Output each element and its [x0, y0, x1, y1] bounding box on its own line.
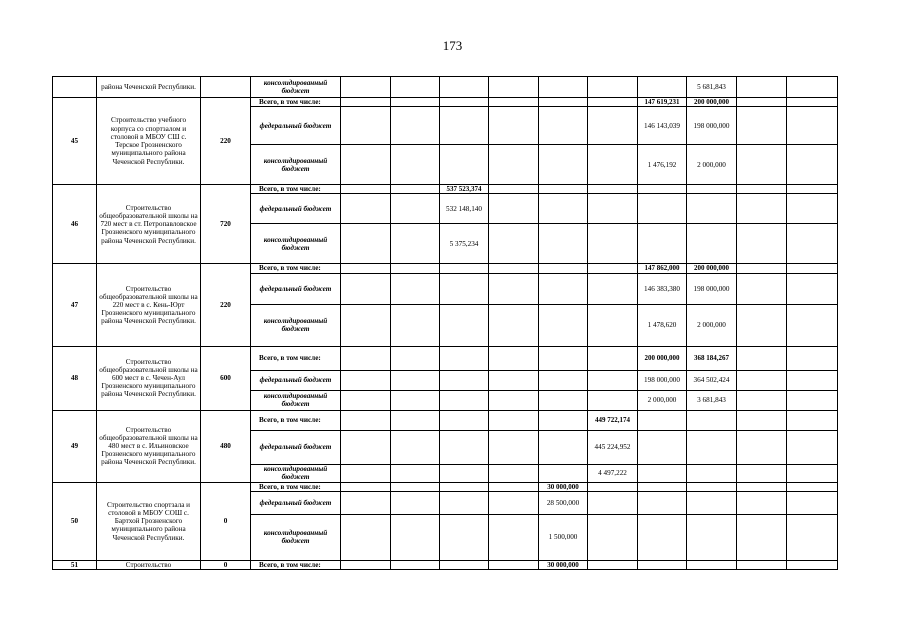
empty-cell: [440, 560, 489, 569]
value-cell: 200 000,000: [687, 264, 737, 273]
empty-cell: [489, 145, 539, 185]
empty-cell: [737, 98, 787, 107]
empty-cell: [588, 145, 638, 185]
capacity: 220: [201, 264, 251, 346]
table-row: [53, 482, 838, 491]
value-cell: 5 681,843: [687, 77, 737, 98]
value-cell: 2 000,000: [687, 145, 737, 185]
budget-type-consolidated: консолидированный бюджет: [251, 304, 341, 346]
empty-cell: [638, 194, 687, 224]
empty-cell: [489, 273, 539, 304]
empty-cell: [489, 107, 539, 145]
empty-cell: [489, 264, 539, 273]
value-cell: 30 000,000: [539, 482, 588, 491]
empty-cell: [737, 145, 787, 185]
empty-cell: [440, 491, 489, 514]
empty-cell: [391, 560, 440, 569]
empty-cell: [391, 107, 440, 145]
empty-cell: [391, 77, 440, 98]
value-cell: 5 375,234: [440, 224, 489, 264]
empty-cell: [787, 145, 838, 185]
empty-cell: [588, 98, 638, 107]
empty-cell: [489, 390, 539, 410]
table-row: [53, 185, 838, 194]
empty-cell: [588, 185, 638, 194]
empty-cell: [539, 273, 588, 304]
empty-cell: [391, 145, 440, 185]
empty-cell: [391, 491, 440, 514]
value-cell: 1 500,000: [539, 514, 588, 560]
empty-cell: [539, 98, 588, 107]
empty-cell: [341, 370, 391, 390]
value-cell: 537 523,374: [440, 185, 489, 194]
object-name: Строительство общеобразовательной школы на 480 мест в с. Ильиновское Грозненского муниципального района Чеченской Республики.: [97, 410, 201, 482]
budget-type-consolidated: консолидированный бюджет: [251, 224, 341, 264]
empty-cell: [391, 194, 440, 224]
empty-cell: [539, 464, 588, 482]
empty-cell: [440, 304, 489, 346]
empty-cell: [341, 145, 391, 185]
empty-cell: [341, 273, 391, 304]
budget-type-consolidated: консолидированный бюджет: [251, 145, 341, 185]
row-number: 49: [53, 410, 97, 482]
budget-type-total: Всего, в том числе:: [251, 410, 341, 430]
empty-cell: [737, 185, 787, 194]
empty-cell: [489, 77, 539, 98]
empty-cell: [787, 482, 838, 491]
empty-cell: [737, 464, 787, 482]
empty-cell: [687, 560, 737, 569]
empty-cell: [787, 464, 838, 482]
empty-cell: [489, 514, 539, 560]
empty-cell: [787, 491, 838, 514]
empty-cell: [737, 430, 787, 464]
empty-cell: [588, 491, 638, 514]
empty-cell: [638, 464, 687, 482]
empty-cell: [638, 560, 687, 569]
empty-cell: [391, 304, 440, 346]
row-number: 45: [53, 98, 97, 185]
empty-cell: [737, 346, 787, 370]
empty-cell: [588, 390, 638, 410]
table-row: [53, 264, 838, 273]
empty-cell: [737, 194, 787, 224]
empty-cell: [341, 491, 391, 514]
empty-cell: [341, 514, 391, 560]
capacity: 720: [201, 185, 251, 264]
empty-cell: [539, 77, 588, 98]
empty-cell: [638, 185, 687, 194]
empty-cell: [588, 346, 638, 370]
budget-type-federal: федеральный бюджет: [251, 491, 341, 514]
empty-cell: [341, 77, 391, 98]
value-cell: 445 224,952: [588, 430, 638, 464]
row-number: 47: [53, 264, 97, 346]
empty-cell: [341, 346, 391, 370]
empty-cell: [787, 346, 838, 370]
empty-cell: [787, 194, 838, 224]
empty-cell: [341, 304, 391, 346]
budget-table: [52, 76, 838, 570]
empty-cell: [737, 224, 787, 264]
capacity: 220: [201, 98, 251, 185]
object-name: Строительство общеобразовательной школы на 600 мест в с. Чечен-Аул Грозненского муниципального района Чеченской Республики.: [97, 346, 201, 410]
table-body: [53, 77, 838, 570]
empty-cell: [489, 98, 539, 107]
budget-type-total: Всего, в том числе:: [251, 346, 341, 370]
empty-cell: [588, 194, 638, 224]
empty-cell: [539, 390, 588, 410]
value-cell: 28 500,000: [539, 491, 588, 514]
empty-cell: [341, 482, 391, 491]
empty-cell: [391, 98, 440, 107]
empty-cell: [588, 107, 638, 145]
empty-cell: [588, 224, 638, 264]
empty-cell: [489, 491, 539, 514]
object-name: Строительство общеобразовательной школы на 720 мест в ст. Петропавловское Грозненского муниципального района Чеченской Республики.: [97, 185, 201, 264]
empty-cell: [737, 560, 787, 569]
empty-cell: [539, 145, 588, 185]
value-cell: 364 502,424: [687, 370, 737, 390]
empty-cell: [489, 464, 539, 482]
empty-cell: [489, 185, 539, 194]
empty-cell: [737, 370, 787, 390]
empty-cell: [687, 482, 737, 491]
empty-cell: [440, 464, 489, 482]
empty-cell: [539, 264, 588, 273]
empty-cell: [638, 491, 687, 514]
row-number: 51: [53, 560, 97, 569]
empty-cell: [341, 194, 391, 224]
empty-cell: [489, 224, 539, 264]
empty-cell: [737, 514, 787, 560]
value-cell: 449 722,174: [588, 410, 638, 430]
value-cell: 4 497,222: [588, 464, 638, 482]
empty-cell: [588, 482, 638, 491]
empty-cell: [539, 370, 588, 390]
budget-type-consolidated: консолидированный бюджет: [251, 464, 341, 482]
capacity: 0: [201, 560, 251, 569]
empty-cell: [737, 491, 787, 514]
object-name: Строительство общеобразовательной школы на 220 мест в с. Кень-Юрт Грозненского муниципального района Чеченской Республики.: [97, 264, 201, 346]
empty-cell: [341, 107, 391, 145]
value-cell: 200 000,000: [687, 98, 737, 107]
empty-cell: [588, 77, 638, 98]
capacity: [201, 77, 251, 98]
empty-cell: [391, 273, 440, 304]
empty-cell: [687, 430, 737, 464]
empty-cell: [341, 560, 391, 569]
empty-cell: [341, 98, 391, 107]
empty-cell: [391, 390, 440, 410]
budget-type-federal: федеральный бюджет: [251, 194, 341, 224]
empty-cell: [440, 482, 489, 491]
empty-cell: [787, 107, 838, 145]
empty-cell: [638, 224, 687, 264]
value-cell: 2 000,000: [687, 304, 737, 346]
empty-cell: [341, 390, 391, 410]
value-cell: 200 000,000: [638, 346, 687, 370]
budget-type-total: Всего, в том числе:: [251, 264, 341, 273]
empty-cell: [440, 264, 489, 273]
empty-cell: [588, 264, 638, 273]
empty-cell: [440, 370, 489, 390]
value-cell: 2 000,000: [638, 390, 687, 410]
empty-cell: [391, 346, 440, 370]
budget-type-total: Всего, в том числе:: [251, 185, 341, 194]
empty-cell: [539, 194, 588, 224]
empty-cell: [489, 304, 539, 346]
capacity: 0: [201, 482, 251, 560]
empty-cell: [638, 514, 687, 560]
empty-cell: [539, 304, 588, 346]
empty-cell: [588, 304, 638, 346]
empty-cell: [737, 410, 787, 430]
empty-cell: [391, 410, 440, 430]
page-number: 173: [442, 38, 463, 53]
value-cell: 147 619,231: [638, 98, 687, 107]
capacity: 600: [201, 346, 251, 410]
empty-cell: [489, 560, 539, 569]
value-cell: 1 476,192: [638, 145, 687, 185]
table-row: [53, 410, 838, 430]
empty-cell: [687, 224, 737, 264]
row-number: 50: [53, 482, 97, 560]
empty-cell: [440, 410, 489, 430]
empty-cell: [588, 273, 638, 304]
value-cell: 147 862,000: [638, 264, 687, 273]
budget-type-consolidated: консолидированный бюджет: [251, 514, 341, 560]
empty-cell: [787, 390, 838, 410]
empty-cell: [787, 77, 838, 98]
empty-cell: [440, 77, 489, 98]
empty-cell: [489, 482, 539, 491]
value-cell: 146 143,039: [638, 107, 687, 145]
value-cell: 146 383,380: [638, 273, 687, 304]
budget-type-federal: федеральный бюджет: [251, 107, 341, 145]
table-row: [53, 560, 838, 569]
empty-cell: [341, 224, 391, 264]
empty-cell: [489, 346, 539, 370]
empty-cell: [687, 464, 737, 482]
object-name: района Чеченской Республики.: [97, 77, 201, 98]
empty-cell: [489, 410, 539, 430]
empty-cell: [391, 464, 440, 482]
empty-cell: [787, 370, 838, 390]
empty-cell: [588, 370, 638, 390]
object-name: Строительство учебного корпуса со спортзалом и столовой в МБОУ СШ с. Терское Грозненского муниципального района Чеченской Республики.: [97, 98, 201, 185]
empty-cell: [341, 264, 391, 273]
capacity: 480: [201, 410, 251, 482]
budget-type-total: Всего, в том числе:: [251, 560, 341, 569]
empty-cell: [489, 430, 539, 464]
empty-cell: [539, 107, 588, 145]
empty-cell: [737, 482, 787, 491]
value-cell: 3 681,843: [687, 390, 737, 410]
empty-cell: [391, 430, 440, 464]
empty-cell: [489, 370, 539, 390]
empty-cell: [391, 370, 440, 390]
table-row: [53, 98, 838, 107]
empty-cell: [737, 107, 787, 145]
empty-cell: [341, 185, 391, 194]
empty-cell: [787, 430, 838, 464]
empty-cell: [787, 304, 838, 346]
budget-type: консолидированный бюджет: [251, 77, 341, 98]
empty-cell: [687, 410, 737, 430]
empty-cell: [391, 514, 440, 560]
empty-cell: [440, 430, 489, 464]
empty-cell: [539, 410, 588, 430]
object-name: Строительство спортзала и столовой в МБОУ СОШ с. Бартхой Грозненского муниципального района Чеченской Республики.: [97, 482, 201, 560]
budget-type-federal: федеральный бюджет: [251, 273, 341, 304]
empty-cell: [539, 185, 588, 194]
empty-cell: [787, 264, 838, 273]
empty-cell: [638, 77, 687, 98]
empty-cell: [687, 185, 737, 194]
table-row: [53, 346, 838, 370]
budget-type-federal: федеральный бюджет: [251, 430, 341, 464]
empty-cell: [391, 185, 440, 194]
empty-cell: [787, 410, 838, 430]
empty-cell: [737, 264, 787, 273]
empty-cell: [638, 410, 687, 430]
empty-cell: [787, 273, 838, 304]
value-cell: 368 184,267: [687, 346, 737, 370]
value-cell: 1 478,620: [638, 304, 687, 346]
value-cell: 198 000,000: [638, 370, 687, 390]
empty-cell: [391, 264, 440, 273]
empty-cell: [539, 346, 588, 370]
budget-type-consolidated: консолидированный бюджет: [251, 390, 341, 410]
value-cell: 30 000,000: [539, 560, 588, 569]
empty-cell: [638, 482, 687, 491]
empty-cell: [341, 410, 391, 430]
empty-cell: [737, 304, 787, 346]
row-number: [53, 77, 97, 98]
empty-cell: [391, 482, 440, 491]
empty-cell: [787, 560, 838, 569]
empty-cell: [687, 194, 737, 224]
empty-cell: [787, 98, 838, 107]
empty-cell: [391, 224, 440, 264]
empty-cell: [737, 77, 787, 98]
row-number: 46: [53, 185, 97, 264]
empty-cell: [440, 390, 489, 410]
table-row: [53, 77, 838, 98]
empty-cell: [737, 390, 787, 410]
empty-cell: [539, 224, 588, 264]
empty-cell: [638, 430, 687, 464]
empty-cell: [588, 514, 638, 560]
empty-cell: [787, 185, 838, 194]
empty-cell: [588, 560, 638, 569]
empty-cell: [341, 430, 391, 464]
value-cell: 198 000,000: [687, 107, 737, 145]
object-name: Строительство: [97, 560, 201, 569]
empty-cell: [489, 194, 539, 224]
empty-cell: [440, 107, 489, 145]
empty-cell: [687, 514, 737, 560]
empty-cell: [787, 514, 838, 560]
budget-type-total: Всего, в том числе:: [251, 98, 341, 107]
value-cell: 532 148,140: [440, 194, 489, 224]
empty-cell: [539, 430, 588, 464]
budget-type-total: Всего, в том числе:: [251, 482, 341, 491]
empty-cell: [440, 346, 489, 370]
empty-cell: [440, 273, 489, 304]
empty-cell: [440, 145, 489, 185]
empty-cell: [687, 491, 737, 514]
empty-cell: [737, 273, 787, 304]
row-number: 48: [53, 346, 97, 410]
empty-cell: [440, 514, 489, 560]
empty-cell: [341, 464, 391, 482]
empty-cell: [440, 98, 489, 107]
empty-cell: [787, 224, 838, 264]
value-cell: 198 000,000: [687, 273, 737, 304]
budget-type-federal: федеральный бюджет: [251, 370, 341, 390]
